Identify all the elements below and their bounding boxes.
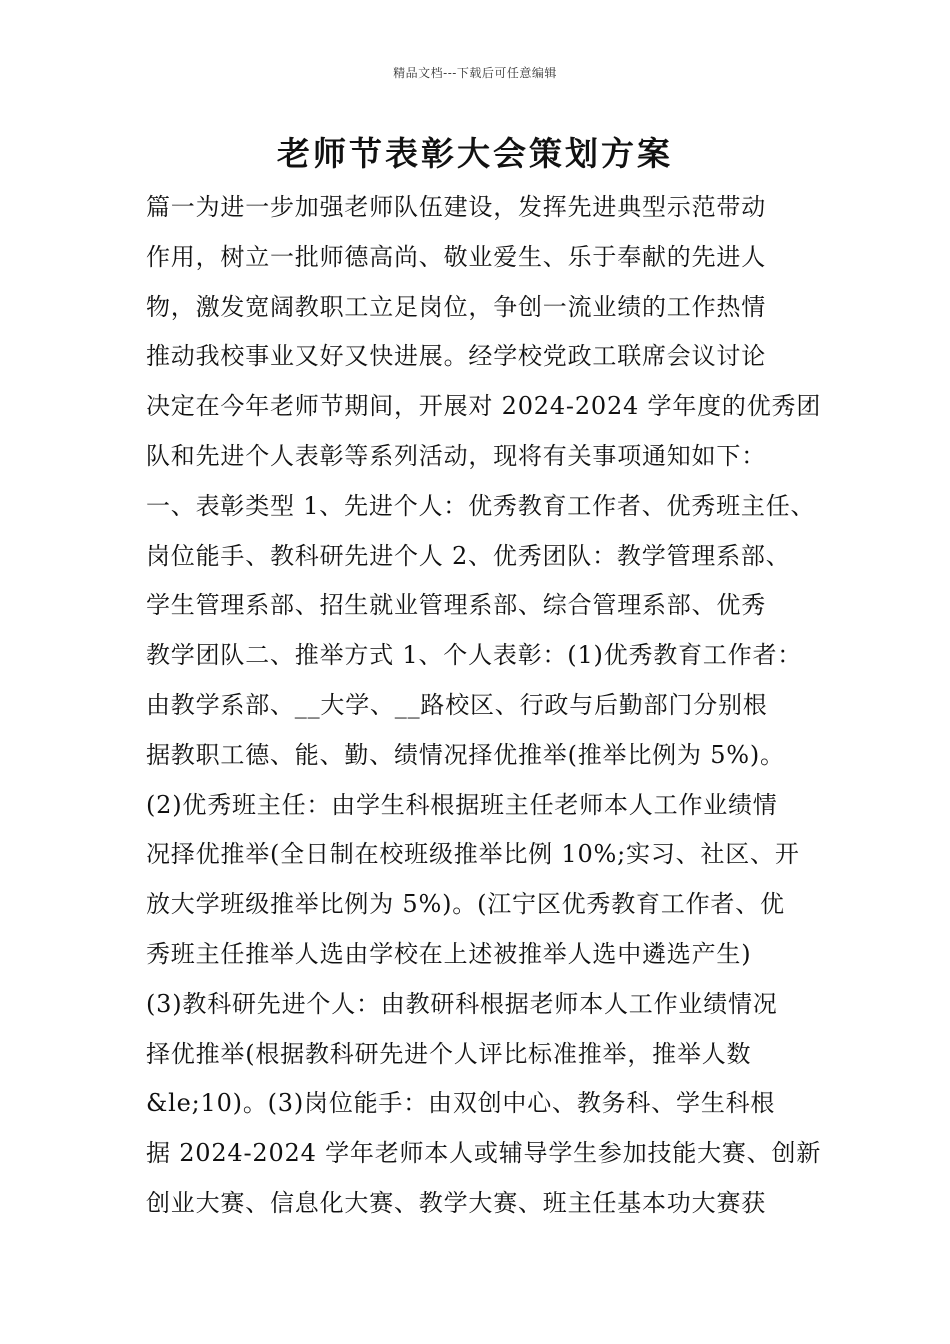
body-line: 据 2024-2024 学年老师本人或辅导学生参加技能大赛、创新	[146, 1139, 822, 1168]
body-line: 学生管理系部、招生就业管理系部、综合管理系部、优秀	[146, 591, 766, 620]
body-line: 据教职工德、能、勤、绩情况择优推举(推举比例为 5%)。	[146, 740, 785, 769]
body-line: &le;10)。(3)岗位能手：由双创中心、教务科、学生科根	[146, 1089, 776, 1118]
body-line: 推动我校事业又好又快进展。经学校党政工联席会议讨论	[146, 342, 766, 371]
body-line: 教学团队二、推举方式 1、个人表彰：(1)优秀教育工作者：	[146, 641, 803, 670]
body-line: 队和先进个人表彰等系列活动，现将有关事项通知如下：	[146, 441, 766, 470]
header-note: 精品文档---下载后可任意编辑	[393, 66, 557, 80]
body-line: 秀班主任推举人选由学校在上述被推举人选中遴选产生)	[146, 939, 752, 968]
body-line: 择优推举(根据教科研先进个人评比标准推举，推举人数	[146, 1039, 752, 1068]
body-line: (2)优秀班主任：由学生科根据班主任老师本人工作业绩情	[146, 790, 778, 819]
document-title: 老师节表彰大会策划方案	[277, 134, 673, 173]
body-line: 况择优推举(全日制在校班级推举比例 10%;实习、社区、开	[146, 840, 800, 869]
body-line: (3)教科研先进个人：由教研科根据老师本人工作业绩情况	[146, 989, 778, 1018]
body-line: 作用，树立一批师德高尚、敬业爱生、乐于奉献的先进人	[146, 242, 766, 271]
document-body	[146, 183, 836, 1229]
body-line: 决定在今年老师节期间，开展对 2024-2024 学年度的优秀团	[146, 392, 822, 421]
body-line: 一、表彰类型 1、先进个人：优秀教育工作者、优秀班主任、	[146, 491, 816, 520]
body-line: 放大学班级推举比例为 5%)。(江宁区优秀教育工作者、优	[146, 890, 785, 919]
body-line: 物，激发宽阔教职工立足岗位，争创一流业绩的工作热情	[146, 292, 766, 321]
body-line: 由教学系部、__大学、__路校区、行政与后勤部门分别根	[146, 690, 768, 719]
body-line: 篇一为进一步加强老师队伍建设，发挥先进典型示范带动	[146, 193, 766, 221]
body-line: 创业大赛、信息化大赛、教学大赛、班主任基本功大赛获	[146, 1188, 766, 1217]
body-line: 岗位能手、教科研先进个人 2、优秀团队：教学管理系部、	[146, 541, 791, 570]
